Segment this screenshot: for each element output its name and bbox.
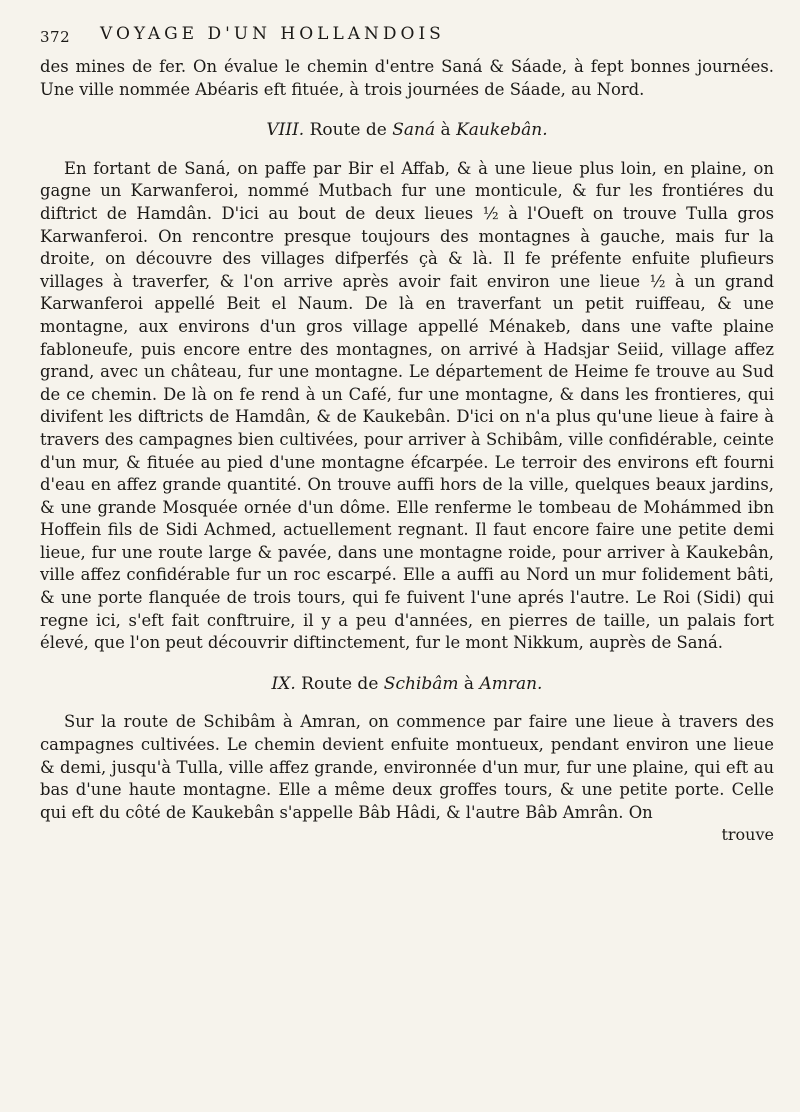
paragraph-route-viii: En fortant de Saná, on paffe par Bir el Affab, & à une lieue plus loin, en plaine, on gagne un Karwanferoi, nommé Mutbach fur une monticule, & fur les frontiéres du diftrict de Hamdân. D'ici au bout de deux lieues ½ à l'Oueft on trouve Tulla gros Karwanferoi. On rencontre presque toujours des montagnes à gauche, mais fur la droite, on découvre des villages difperfés çà & là. Il fe préfente enfuite plufieurs villages à traverfer, & l'on arrive après avoir fait environ une lieue ½ à un grand Karwanferoi appellé Beit el Naum. De là en traverfant un petit ruiffeau, & une montagne, aux environs d'un gros village appellé Ménakeb, dans une vafte plaine fabloneufe, puis encore entre des montagnes, on arrivé à Hadsjar Seiid, village affez grand, avec un château, fur une montagne. Le département de Heime fe trouve au Sud de ce chemin. De là on fe rend à un Café, fur une montagne, & dans les frontieres, qui divifent les diftricts de Hamdân, & de Kaukebân. D'ici on n'a plus qu'une lieue à faire à travers des campagnes bien cultivées, pour arriver à Schibâm, ville confidérable, ceinte d'un mur, & fituée au pied d'une montagne éfcarpée. Le terroir des environs eft fourni d'eau en affez grande quantité. On trouve auffi hors de la ville, quelques beaux jardins, & une grande Mosquée ornée d'un dôme. Elle renferme le tombeau de Mohámmed ibn Hoffein fils de Sidi Achmed, actuellement regnant. Il faut encore faire une petite demi lieue, fur une route large & pavée, dans une montagne roide, pour arriver à Kaukebân, ville affez confidérable fur un roc escarpé. Elle a auffi au Nord un mur folidement bâti, & une porte flanquée de trois tours, qui fe fuivent l'une aprés l'autre. Le Roi (Sidi) qui regne ici, s'eft fait conftruire, il y a peu d'années, en pierres de taille, un palais fort élevé, que l'on peut découvrir diftinctement, fur le mont Nikkum, auprès de Saná. xyxy=(40,158,774,653)
running-head: VOYAGE D'UN HOLLANDOIS xyxy=(100,24,445,44)
section-number: IX. xyxy=(271,673,296,694)
page-number: 372 xyxy=(40,28,71,46)
section-label: Route de xyxy=(301,673,379,694)
body-text xyxy=(40,56,774,847)
section-connector: à xyxy=(463,673,475,694)
section-connector: à xyxy=(440,120,451,141)
section-heading-viii xyxy=(40,119,774,142)
section-number: VIII. xyxy=(266,120,305,141)
paragraph-route-ix: Sur la route de Schibâm à Amran, on commence par faire une lieue à travers des campagnes cultivées. Le chemin devient enfuite montueux, pendant environ une lieue & demi, jusqu'à Tulla, ville affez grande, environnée d'un mur, fur une plaine, qui eft au bas d'une haute montagne. Elle a même deux groffes tours, & une petite porte. Celle qui eft du côté de Kaukebân s'appelle Bâb Hâdi, & l'autre Bâb Amrân. On xyxy=(40,712,774,822)
section-from: Schibâm xyxy=(383,673,459,694)
section-from: Saná xyxy=(392,120,436,141)
catchword: trouve xyxy=(721,825,774,845)
page-header xyxy=(40,14,780,48)
section-to: Amran. xyxy=(479,673,543,694)
section-label: Route de xyxy=(309,120,387,141)
section-heading-ix xyxy=(40,673,774,696)
section-to: Kaukebân. xyxy=(456,120,548,141)
paragraph-intro: des mines de fer. On évalue le chemin d'entre Saná & Sáade, à fept bonnes journées. Une ville nommée Abéaris eft fituée, à trois journées de Sáade, au Nord. xyxy=(40,57,774,99)
